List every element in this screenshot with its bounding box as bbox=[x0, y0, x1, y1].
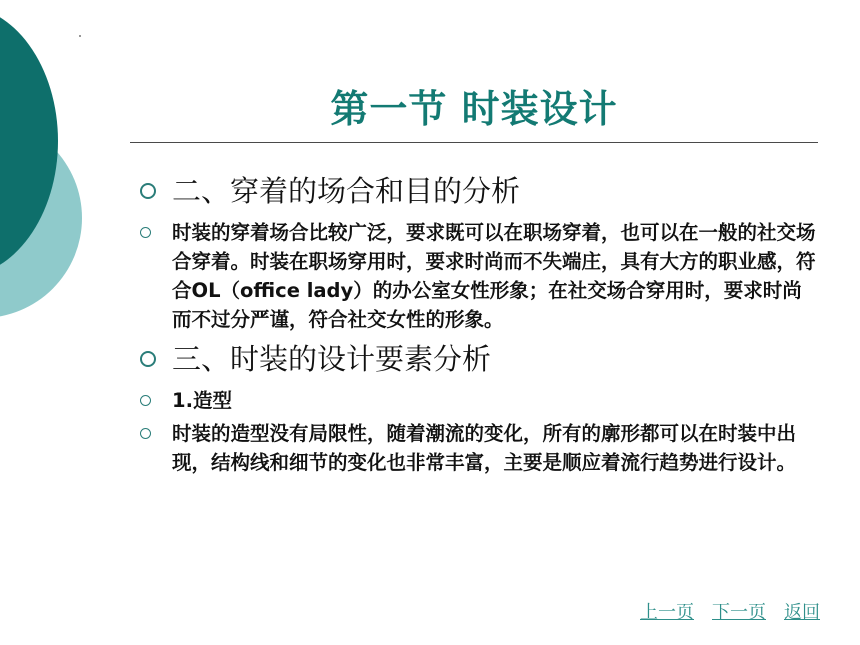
circle-bullet-icon bbox=[140, 428, 151, 439]
bullet-text: 时装的穿着场合比较广泛，要求既可以在职场穿着，也可以在一般的社交场合穿着。时装在职场穿用时，要求时尚而不失端庄，具有大方的职业感，符合OL（office lady）的办公室女性形象；在社交场合穿用时，要求时尚而不过分严谨，符合社交女性的形象。 bbox=[172, 221, 816, 331]
circle-bullet-icon bbox=[140, 351, 156, 367]
circle-bullet-icon bbox=[140, 395, 151, 406]
bullet-item bbox=[140, 386, 820, 415]
bullet-text: 时装的造型没有局限性，随着潮流的变化，所有的廓形都可以在时装中出现，结构线和细节的变化也非常丰富，主要是顺应着流行趋势进行设计。 bbox=[172, 422, 797, 474]
slide-title: 第一节 时装设计 bbox=[330, 87, 618, 131]
bullet-item-heading bbox=[140, 338, 820, 380]
next-page-link[interactable]: 下一页 bbox=[712, 602, 766, 623]
slide-content bbox=[140, 170, 820, 481]
back-link[interactable]: 返回 bbox=[784, 602, 820, 623]
circle-bullet-icon bbox=[140, 227, 151, 238]
bullet-item bbox=[140, 218, 820, 334]
prev-page-link[interactable]: 上一页 bbox=[640, 602, 694, 623]
bullet-text: 1.造型 bbox=[172, 389, 232, 412]
title-divider bbox=[130, 142, 818, 143]
decorative-dot bbox=[79, 35, 81, 37]
bullet-text: 二、穿着的场合和目的分析 bbox=[172, 174, 521, 208]
bullet-text: 三、时装的设计要素分析 bbox=[172, 342, 492, 376]
bullet-item-heading bbox=[140, 170, 820, 212]
slide-navigation bbox=[640, 598, 820, 624]
bullet-item bbox=[140, 419, 820, 477]
circle-bullet-icon bbox=[140, 183, 156, 199]
